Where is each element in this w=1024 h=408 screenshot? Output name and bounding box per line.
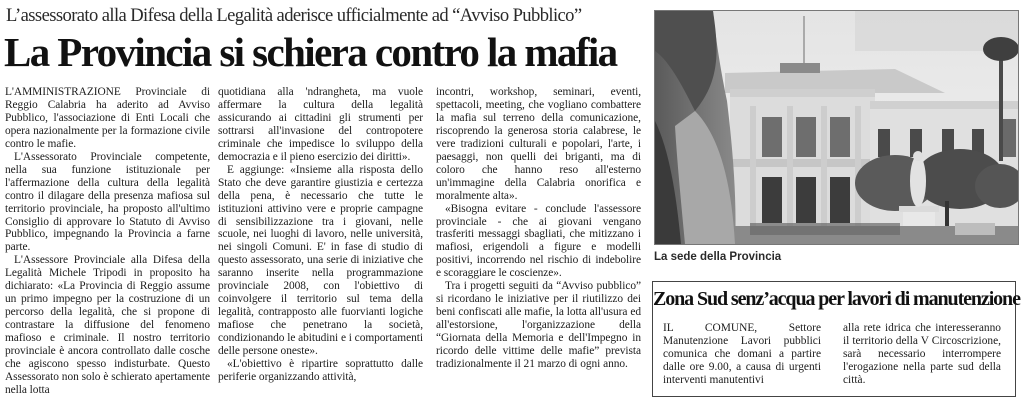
photo-provincia-building <box>654 10 1019 245</box>
building-photo-illustration <box>655 11 1018 244</box>
article-column-2 <box>218 86 423 384</box>
sidebar-news-box <box>652 281 1020 397</box>
article-column-3 <box>436 86 641 371</box>
article-paragraph: «Bisogna evitare - conclude l'assessore provinciale - che ai giovani vengano trasferiti messaggi sbagliati, che mitizzano i mafiosi, erigendoli a figure e modelli positivi, incorrendo nel rischio di indebolire e scoraggiare le coscienze». <box>436 202 641 280</box>
sidebar-box-column-2: alla rete idrica che interesseranno il territorio della V Circoscrizione, sarà necessario interrompere l'erogazione nella parte sud della città. <box>843 322 1001 386</box>
article-column-1 <box>5 86 210 397</box>
article-paragraph: L'AMMINISTRAZIONE Provinciale di Reggio Calabria ha aderito ad Avviso Pubblico, l'associazione di Enti Locali che opera nazionalmente per la formazione civile contro le mafie. <box>5 86 210 150</box>
article-paragraph: «L'obiettivo è ripartire soprattutto dalle periferie organizzando attività, <box>218 358 423 383</box>
article-paragraph: Tra i progetti seguiti da “Avviso pubblico” si ricordano le iniziative per il riutilizzo dei beni confiscati alle mafie, la lotta all'usura ed all'estorsione, l'organizzazione della “Giornata della Memoria e dell'Impegno in ricordo delle vittime delle mafie” prevista tradizionalmente il 21 marzo di ogni anno. <box>436 280 641 371</box>
article-paragraph: E aggiunge: «Insieme alla risposta dello Stato che deve garantire giustizia e certezza della pena, è necessario che tutte le istituzioni attivino vere e proprie campagne di sensibilizzazione tra i giovani, nelle scuole, nei luoghi di lavoro, nelle università, nei singoli Comuni. E' in fase di studio di questo assessorato, una serie di iniziative che saranno inserite nella programmazione provinciale 2008, con l'obiettivo di coinvolgere il territorio sul tema della legalità, contrapposto alle fuorvianti logiche mafiose che penetrano la società, condizionando le abitudini e i comportamenti delle persone oneste». <box>218 163 423 358</box>
article-paragraph: L'Assessore Provinciale alla Difesa della Legalità Michele Tripodi in proposito ha dichiarato: «La Provincia di Reggio assume un primo impegno per la costruzione di un percorso della legalità, che si propone di contrastare la diffusione del fenomeno mafioso e criminale. Il nostro territorio provinciale è ancora controllato dalle cosche che agiscono spesso indisturbate. Questo Assessorato non solo è schierato apertamente nella lotta <box>5 254 210 396</box>
article-paragraph: quotidiana alla 'ndrangheta, ma vuole affermare la cultura della legalità assicurando ai cittadini gli strumenti per sottrarsi all'invasione del contropotere criminale che impedisce lo sviluppo della democrazia e il pieno esercizio dei diritti». <box>218 86 423 163</box>
article-paragraph: L'Assessorato Provinciale competente, nella sua funzione istituzionale per l'affermazione della cultura della legalità contro il dilagare della presenza mafiosa sul territorio provinciale, ha proposto all'ultimo Consiglio di approvare lo Statuto di Avviso Pubblico, impegnando la Provincia a farne parte. <box>5 150 210 254</box>
photo-caption: La sede della Provincia <box>654 251 782 263</box>
sidebar-box-column-1: IL COMUNE, Settore Manutenzione Lavori pubblici comunica che domani a partire dalle ore 9.00, a causa di urgenti interventi manutentivi <box>663 322 821 386</box>
article-headline: La Provincia si schiera contro la mafia <box>4 29 617 75</box>
sidebar-box-title: Zona Sud senz’acqua per lavori di manutenzione <box>653 288 1020 310</box>
article-paragraph: incontri, workshop, seminari, eventi, spettacoli, meeting, che vogliano combattere la mafia sul terreno della comunicazione, riscoprendo la generosa storia calabrese, le vere tradizioni culturali e popolari, l'arte, i paesaggi, non quelli dei briganti, ma di coloro che hanno reso all'esterno un'immagine della Calabria onorifica e moralmente alta». <box>436 86 641 202</box>
article-kicker: L’assessorato alla Difesa della Legalità aderisce ufficialmente ad “Avviso Pubblico” <box>6 5 582 26</box>
